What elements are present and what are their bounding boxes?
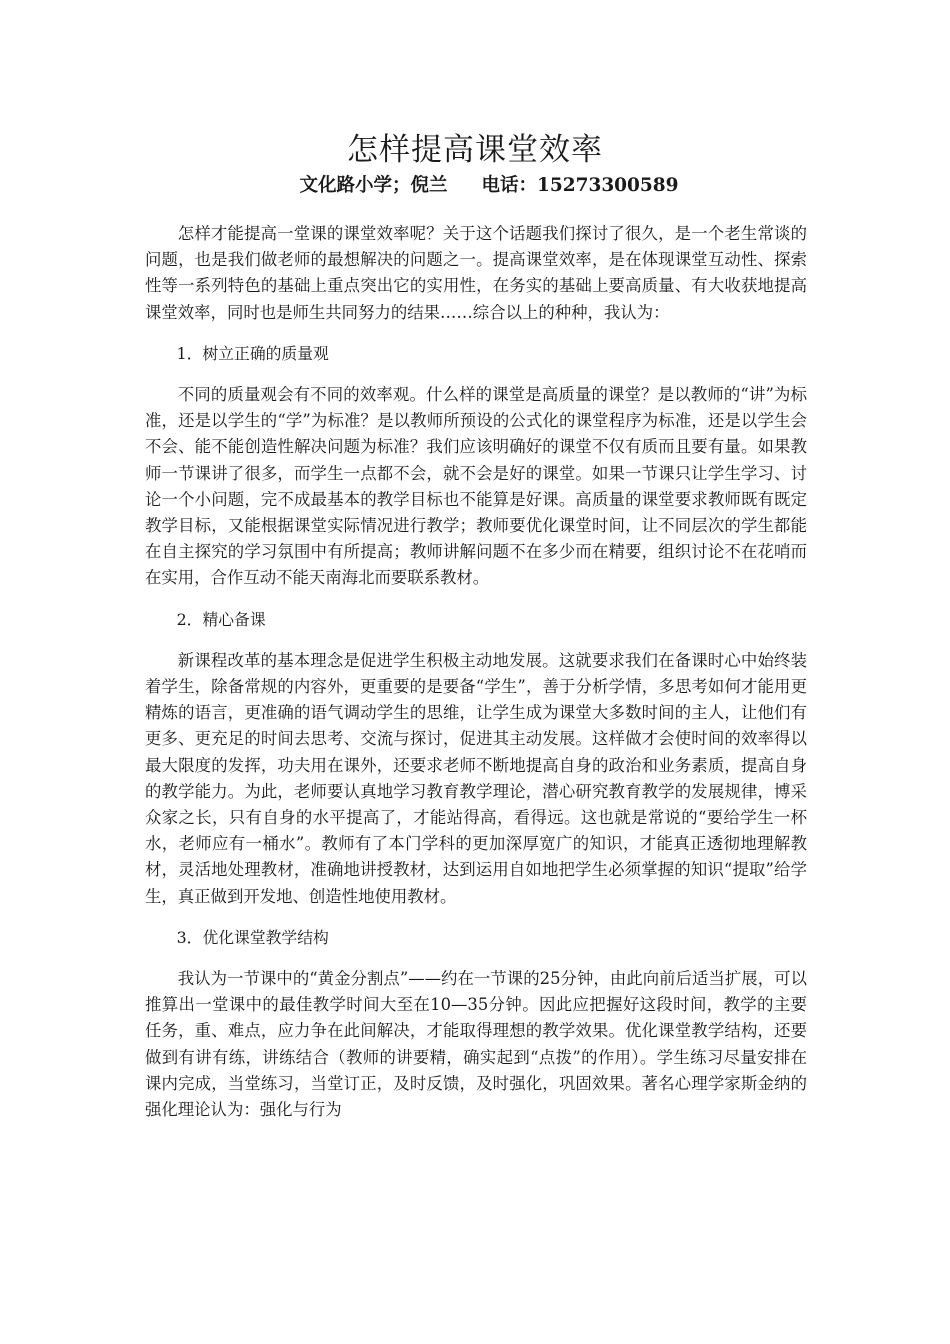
author-byline [0,172,950,200]
author-phone: 电话：15273300589 [481,175,679,196]
document-body [145,221,807,1123]
section-heading-3: 3．优化课堂教学结构 [176,927,329,947]
section-paragraph-2: 新课程改革的基本理念是促进学生积极主动地发展。这就要求我们在备课时心中始终装着学生，除备常规的内容外，更重要的是要备“学生”，善于分析学情，多思考如何才能用更精炼的语言，更准确的语气调动学生的思维，让学生成为课堂大多数时间的主人，让他们有更多、更充足的时间去思考、交流与探讨，促进其主动发展。这样做才会使时间的效率得以最大限度的发挥，功夫用在课外，还要求老师不断地提高自身的政治和业务素质，提高自身的教学能力。为此，老师要认真地学习教育教学理论，潜心研究教育教学的发展规律，博采众家之长，只有自身的水平提高了，才能站得高，看得远。这也就是常说的“要给学生一杯水，老师应有一桶水”。教师有了本门学科的更加深厚宽广的知识，才能真正透彻地理解教材，灵活地处理教材，准确地讲授教材，达到运用自如地把学生必须掌握的知识“提取”给学生，真正做到开发地、创造性地使用教材。 [145,650,807,906]
section-heading-2: 2．精心备课 [176,609,266,629]
author-school: 文化路小学；倪兰 [299,175,448,196]
intro-paragraph: 怎样才能提高一堂课的课堂效率呢？关于这个话题我们探讨了很久，是一个老生常谈的问题，也是我们做老师的最想解决的问题之一。提高课堂效率，是在体现课堂互动性、探索性等一系列特色的基础上重点突出它的实用性，在务实的基础上要高质量、有大收获地提高课堂效率，同时也是师生共同努力的结果……综合以上的种种，我认为： [145,224,807,322]
section-paragraph-3: 我认为一节课中的“黄金分割点”——约在一节课的25分钟，由此向前后适当扩展，可以推算出一堂课中的最佳教学时间大至在10—35分钟。因此应把握好这段时间，教学的主要任务，重、难点，应力争在此间解决，才能取得理想的教学效果。优化课堂教学结构，还要做到有讲有练，讲练结合（教师的讲要精，确实起到“点拨”的作用）。学生练习尽量安排在课内完成，当堂练习，当堂订正，及时反馈，及时强化，巩固效果。著名心理学家斯金纳的强化理论认为：强化与行为 [145,969,807,1120]
section-paragraph-1: 不同的质量观会有不同的效率观。什么样的课堂是高质量的课堂？是以教师的“讲”为标准，还是以学生的“学”为标准？是以教师所预设的公式化的课堂程序为标准，还是以学生会不会、能不能创造性解决问题为标准？我们应该明确好的课堂不仅有质而且要有量。如果教师一节课讲了很多，而学生一点都不会，就不会是好的课堂。如果一节课只让学生学习、讨论一个小问题，完不成最基本的教学目标也不能算是好课。高质量的课堂要求教师既有既定教学目标，又能根据课堂实际情况进行教学；教师要优化课堂时间，让不同层次的学生都能在自主探究的学习氛围中有所提高；教师讲解问题不在多少而在精要，组织讨论不在花哨而在实用，合作互动不能天南海北而要联系教材。 [145,385,807,588]
document-title: 怎样提高课堂效率 [347,132,603,168]
section-heading-1: 1．树立正确的质量观 [176,343,329,363]
